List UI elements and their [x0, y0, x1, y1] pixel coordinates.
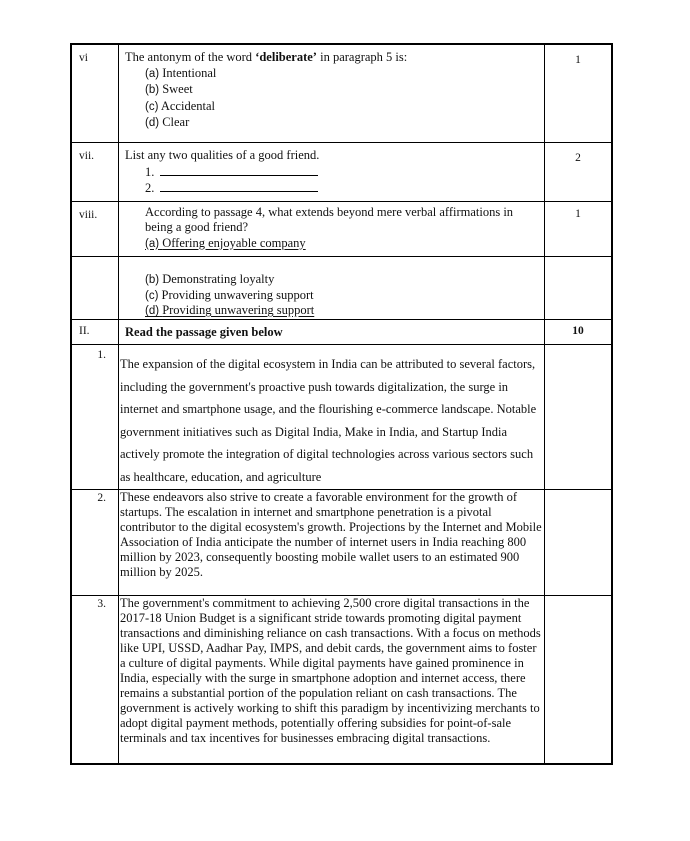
passage-row-1: [72, 345, 612, 490]
question-text: List any two qualities of a good friend. 1. 2.: [119, 143, 544, 201]
empty-marks-cell: [545, 489, 612, 595]
paragraph-number: 2.: [97, 491, 106, 504]
question-cell: [119, 143, 545, 202]
section-number-cell: [72, 319, 119, 345]
empty-marks-cell: [545, 345, 612, 490]
paragraph-number-cell: [72, 595, 119, 763]
paragraph-text: The expansion of the digital ecosystem in India can be attributed to several factors, including the government's proactive push towards digitalization, the surge in internet and smartphone usage, and the flourishing e-commerce landscape. Notable government initiatives such as Digital India, Make in India, and Startup India actively promote the integration of digital technologies across various sectors such as healthcare, education, and agriculture: [120, 357, 537, 484]
question-number: viii.: [79, 208, 98, 221]
marks-value: 2: [575, 152, 581, 164]
paragraph-number: 3.: [97, 597, 106, 610]
question-number: vi: [79, 52, 88, 64]
question-number-cell: [72, 201, 119, 257]
empty-marks-cell: [545, 257, 612, 320]
empty-marks-cell: [545, 595, 612, 763]
question-row-vi: [72, 45, 612, 143]
paragraph-number-cell: [72, 489, 119, 595]
section-heading: Read the passage given below: [125, 324, 283, 339]
question-text: According to passage 4, what extends beyond mere verbal affirmations in being a good friend? (a) Offering enjoyable company: [119, 202, 544, 257]
paragraph-text: These endeavors also strive to create a favorable environment for the growth of startups. The escalation in internet and smartphone penetration is a pivotal contributor to the digital ecosystem's growth. Projections by the Internet and Mobile Association of India anticipate the number of internet users in India reaching 800 million by 2023, consequently boosting mobile wallet users to an estimated 900 million by 2025.: [120, 489, 542, 579]
question-suffix: in paragraph 5 is:: [316, 50, 408, 64]
section-heading-row: [72, 319, 612, 345]
marks-value: 10: [572, 324, 584, 337]
marks-cell: [545, 201, 612, 257]
answer-blank-2: 2.: [125, 180, 538, 197]
option-b: (b) Demonstrating loyalty: [145, 272, 275, 286]
question-cell: [119, 45, 545, 143]
paragraph-cell: [119, 595, 545, 763]
question-keyword: ‘deliberate’: [255, 50, 317, 64]
options-list: [119, 257, 544, 319]
question-text: [119, 45, 544, 136]
passage-row-2: [72, 489, 612, 595]
paragraph-cell: [119, 345, 545, 490]
option-c: (c) Providing unwavering support: [145, 287, 314, 302]
section-number: II.: [79, 324, 90, 337]
question-row-options-continued: [72, 257, 612, 320]
option-a: (a) Intentional: [145, 65, 217, 80]
paragraph-cell: [119, 489, 545, 595]
paragraph-text: The government's commitment to achieving 2,500 crore digital transactions in the 2017-18 Union Budget is a significant stride towards promoting digital payment transactions and diminishing reliance on cash transactions. With a focus on methods like UPI, USSD, Aadhar Pay, IMPS, and debit cards, the government aims to foster a culture of digital payments. While digital payments have gained prominence in India, especially with the surge in smartphone adoption and internet access, there remains a substantial portion of the population reliant on cash transactions. The government is actively working to shift this paradigm by incentivizing merchants to adopt digital payment methods, potentially offering subsidies for point-of-sale terminals and tax incentives for businesses embracing digital transactions.: [120, 595, 541, 745]
section-heading-cell: [119, 319, 545, 345]
question-table: [70, 43, 613, 765]
passage-row-3: [72, 595, 612, 763]
marks-value: 1: [575, 54, 581, 66]
question-cell: [119, 257, 545, 320]
marks-value: 1: [575, 207, 581, 220]
question-number: vii.: [79, 150, 95, 162]
option-a: (a) Offering enjoyable company: [145, 235, 306, 250]
paragraph-number: 1.: [97, 349, 106, 361]
answer-blank-1: 1.: [125, 164, 538, 181]
option-b: (b) Sweet: [145, 82, 193, 96]
question-prefix: The antonym of the word: [125, 50, 256, 64]
marks-cell: [545, 319, 612, 345]
question-row-viii: [72, 201, 612, 257]
question-grid: [71, 44, 612, 764]
question-number-cell: [72, 45, 119, 143]
question-row-vii: [72, 143, 612, 202]
marks-cell: [545, 45, 612, 143]
answer-line: [160, 180, 318, 192]
question-number-cell: [72, 143, 119, 202]
paragraph-number-cell: [72, 345, 119, 490]
question-cell: [119, 201, 545, 257]
marks-cell: [545, 143, 612, 202]
option-c: (c) Accidental: [145, 98, 215, 113]
option-d: (d) Clear: [145, 115, 190, 129]
option-d: (d) Providing unwavering support: [145, 303, 315, 317]
answer-line: [160, 164, 318, 176]
empty-number-cell: [72, 257, 119, 320]
